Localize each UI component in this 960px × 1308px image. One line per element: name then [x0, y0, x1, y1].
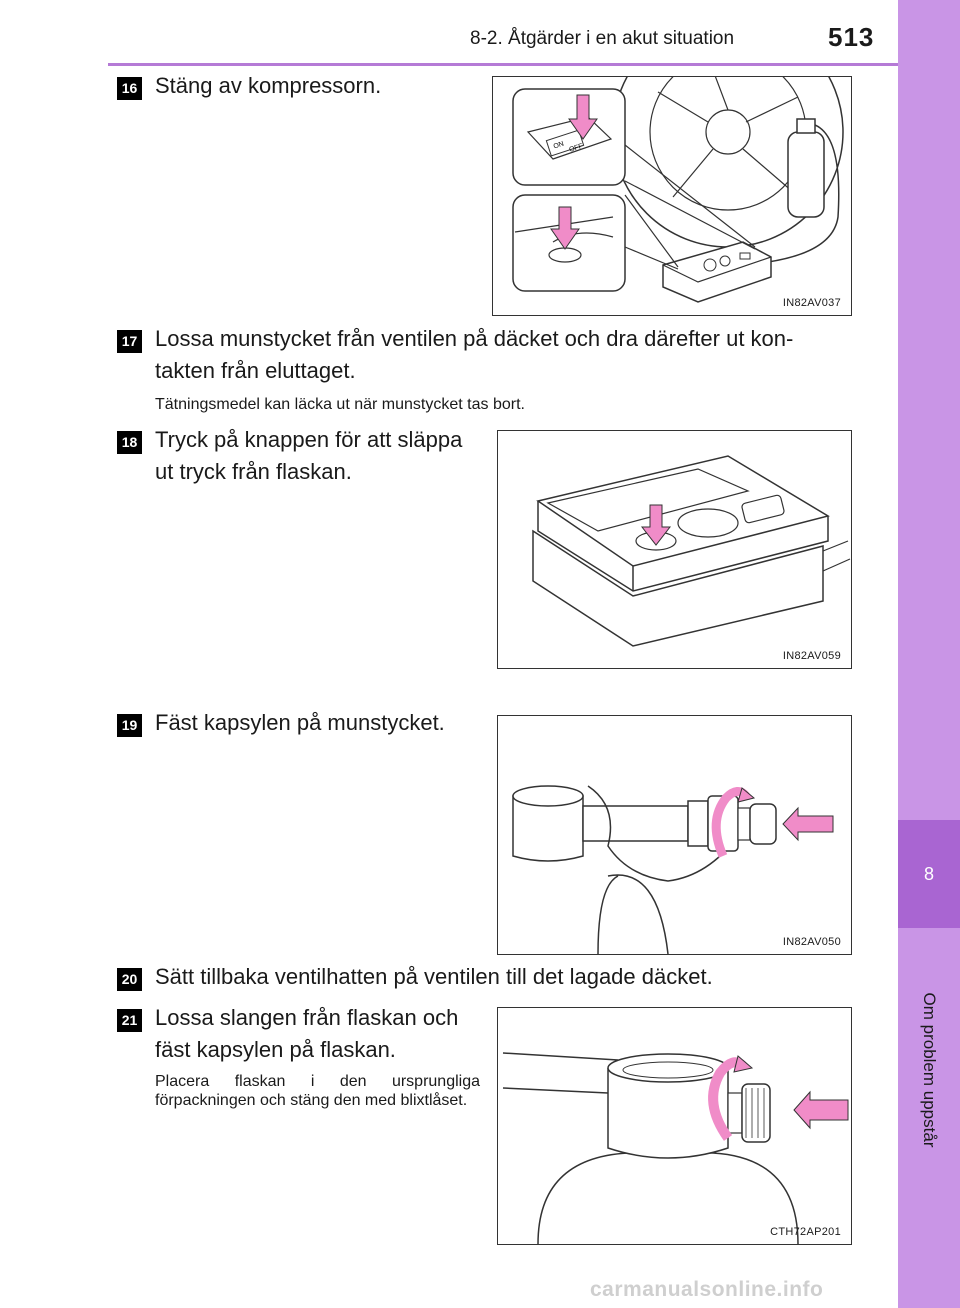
chapter-number-box	[898, 820, 960, 928]
bottle-cap-illustration	[498, 1008, 851, 1244]
figure-label-on: ON	[552, 140, 565, 151]
step-text-19: Fäst kapsylen på munstycket.	[155, 710, 445, 735]
step-text-21-line2: fäst kapsylen på flaskan.	[155, 1037, 396, 1062]
watermark: carmanualsonline.info	[590, 1278, 824, 1301]
figure-bottle-cap	[497, 1007, 852, 1245]
chapter-number: 8	[923, 864, 934, 884]
step-text-17: Lossa munstycket från ventilen på däcket och dra därefter ut kon-	[155, 326, 794, 351]
step-text-21: Lossa slangen från flaskan och	[155, 1005, 459, 1030]
compressor-illustration	[493, 77, 851, 315]
section-title: 8-2. Åtgärder i en akut situation	[470, 28, 735, 49]
nozzle-cap-illustration	[498, 716, 851, 954]
step-number-17: 17	[117, 330, 142, 353]
step-number-20: 20	[117, 968, 142, 991]
compressor-top-illustration	[498, 431, 851, 668]
step-note-21: Placera flaskan i den ursprungliga förpackningen och stäng den med blixtlåset.	[155, 1073, 480, 1109]
step-number-21: 21	[117, 1009, 142, 1032]
step-text-16: Stäng av kompressorn.	[155, 73, 382, 98]
figure-nozzle-cap	[497, 715, 852, 955]
step-number-19: 19	[117, 714, 142, 737]
figure-code: IN82AV037	[782, 297, 841, 309]
page-number: 513	[828, 22, 875, 52]
step-note-17: Tätningsmedel kan läcka ut när munstycket tas bort.	[155, 396, 525, 413]
chapter-title: Om problem uppstår	[920, 992, 939, 1148]
step-text-20: Sätt tillbaka ventilhatten på ventilen till det lagade däcket.	[155, 964, 713, 989]
figure-label-off: OFF	[568, 142, 584, 154]
step-number-16: 16	[117, 77, 142, 100]
step-number-18: 18	[117, 431, 142, 454]
figure-code: IN82AV059	[782, 650, 841, 662]
chapter-title-box	[898, 935, 960, 1205]
step-text-18: Tryck på knappen för att släppa	[155, 427, 463, 452]
header-rule	[108, 63, 898, 66]
step-text-17-line2: takten från eluttaget.	[155, 358, 356, 383]
figure-code: IN82AV050	[782, 936, 841, 948]
figure-pressure-release-button	[497, 430, 852, 669]
step-text-18-line2: ut tryck från flaskan.	[155, 459, 352, 484]
figure-compressor-switch	[492, 76, 852, 316]
figure-code: CTH72AP201	[770, 1226, 841, 1238]
